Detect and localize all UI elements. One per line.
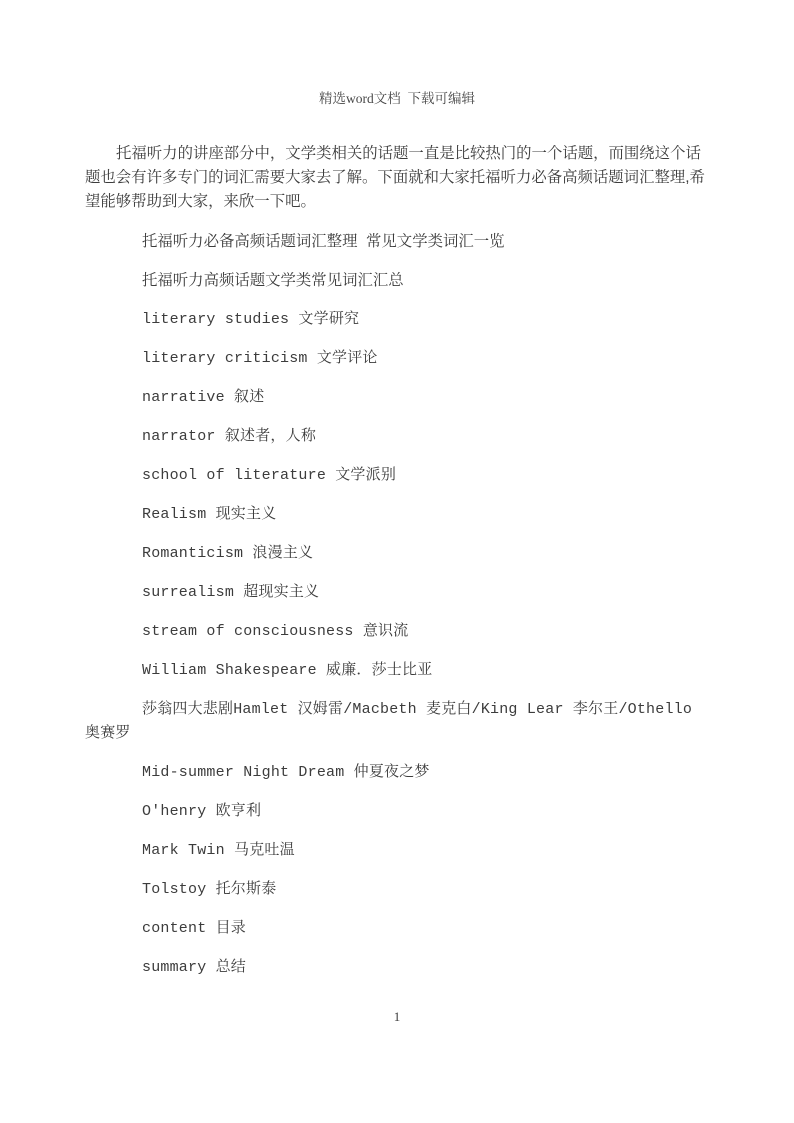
vocab-item: Mark Twin 马克吐温 <box>142 842 295 859</box>
vocab-item: surrealism 超现实主义 <box>142 584 320 601</box>
vocab-item: literary studies 文学研究 <box>142 311 360 328</box>
intro-paragraph: 托福听力的讲座部分中，文学类相关的话题一直是比较热门的一个话题，而围绕这个话题也会有许多专门的词汇需要大家去了解。下面就和大家托福听力必备高频话题词汇整理,希望能够帮助到大家，来欣一下吧。 <box>85 145 705 210</box>
vocab-item: literary criticism 文学评论 <box>142 350 378 367</box>
vocab-item: school of literature 文学派别 <box>142 467 397 484</box>
list-title: 托福听力必备高频话题词汇整理 常见文学类词汇一览 <box>142 233 505 250</box>
vocab-item: Mid-summer Night Dream 仲夏夜之梦 <box>142 764 430 781</box>
vocab-item: Tolstoy 托尔斯泰 <box>142 881 277 898</box>
document-body <box>85 142 710 995</box>
vocab-item: William Shakespeare 威廉．莎士比亚 <box>142 662 433 679</box>
vocab-item: narrator 叙述者，人称 <box>142 428 317 445</box>
vocab-item: O'henry 欧亨利 <box>142 803 262 820</box>
vocab-item: stream of consciousness 意识流 <box>142 623 409 640</box>
vocab-item: Romanticism 浪漫主义 <box>142 545 314 562</box>
vocab-item: summary 总结 <box>142 959 247 976</box>
page-header: 精选word文档 下载可编辑 <box>319 91 475 106</box>
page-number: 1 <box>393 1009 401 1024</box>
vocab-item: narrative 叙述 <box>142 389 265 406</box>
list-subtitle: 托福听力高频话题文学类常见词汇汇总 <box>142 272 404 289</box>
vocab-item-shakespeare-tragedies: 莎翁四大悲剧Hamlet 汉姆雷/Macbeth 麦克白/King Lear 李尔王/Othello 奥赛罗 <box>85 701 702 742</box>
vocab-item: content 目录 <box>142 920 247 937</box>
vocab-item: Realism 现实主义 <box>142 506 277 523</box>
